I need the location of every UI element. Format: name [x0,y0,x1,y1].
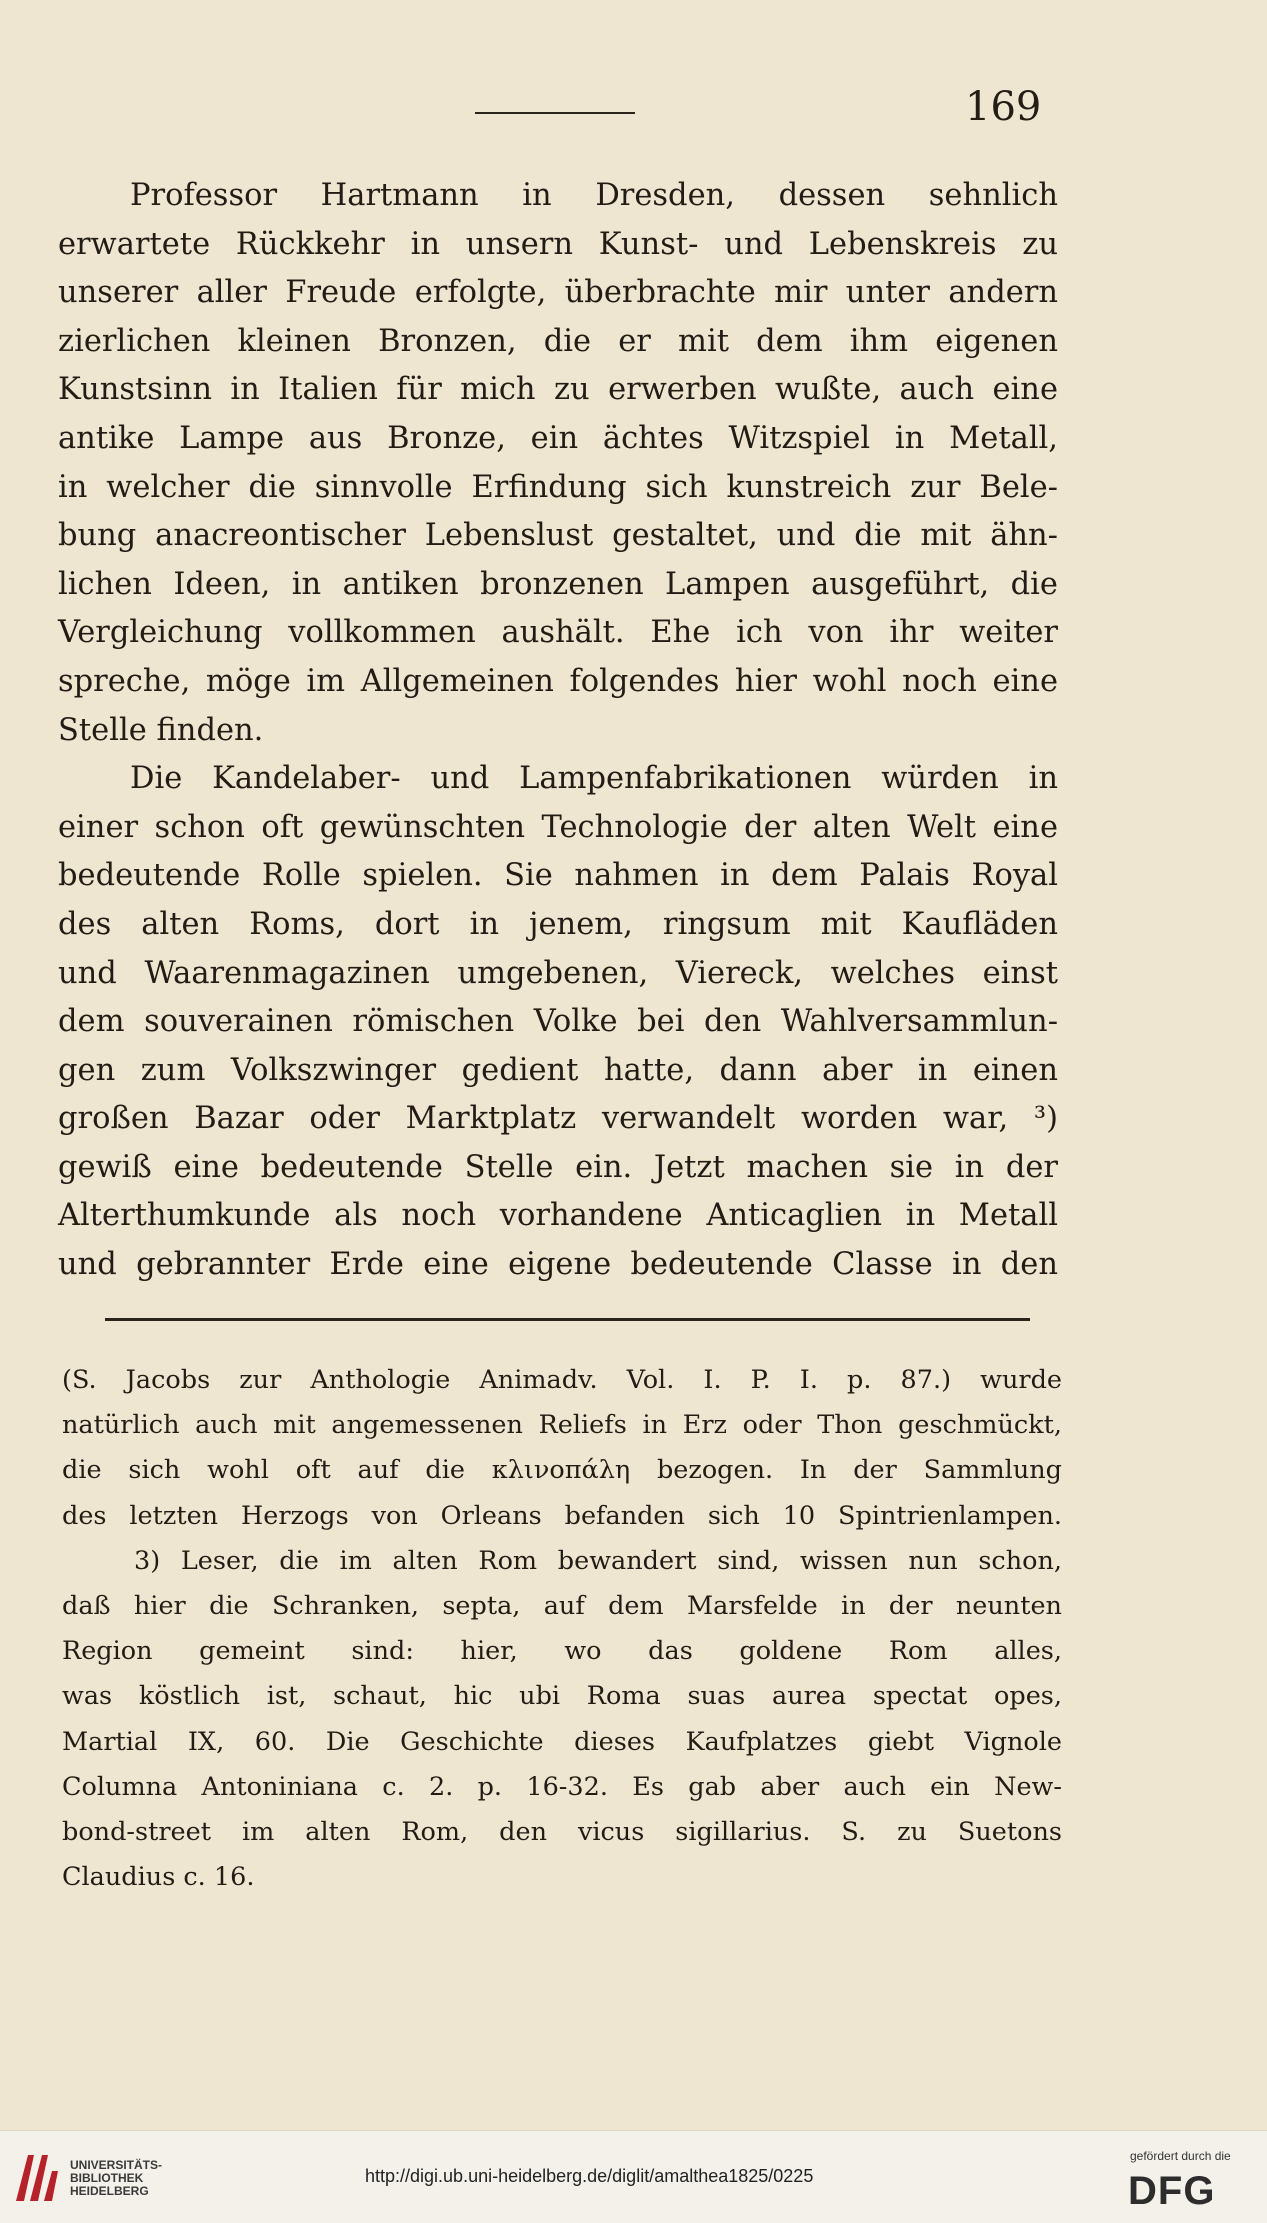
footnote-rule [105,1318,1030,1321]
text-line: unserer aller Freude erfolgte, überbrachte mir unter andern [58,275,1058,311]
footnotes [62,1358,1062,1900]
header-rule [475,112,635,114]
footnote-line: die sich wohl oft auf die κλινοπάλη bezogen. In der Sammlung [62,1455,1062,1486]
footnote-line: bond-street im alten Rom, den vicus sigillarius. S. zu Suetons [62,1816,1062,1847]
text-line: Professor Hartmann in Dresden, dessen sehnlich [130,178,1058,213]
text-line: bedeutende Rolle spielen. Sie nahmen in dem Palais Royal [58,858,1058,894]
footnote-line: Columna Antoniniana c. 2. p. 16-32. Es gab aber auch ein New- [62,1771,1062,1802]
text-line: in welcher die sinnvolle Erfindung sich kunstreich zur Bele- [58,469,1058,505]
text-line: antike Lampe aus Bronze, ein ächtes Witzspiel in Metall, [58,420,1058,456]
text-line: bung anacreontischer Lebenslust gestaltet, und die mit ähn- [58,518,1058,554]
text-line: Kunstsinn in Italien für mich zu erwerben wußte, auch eine [58,372,1058,408]
library-name-line: BIBLIOTHEK [70,2171,144,2185]
permalink-url[interactable]: http://digi.ub.uni-heidelberg.de/diglit/amalthea1825/0225 [365,2166,814,2186]
library-name-line: UNIVERSITÄTS- [70,2158,163,2172]
footnote-line: daß hier die Schranken, septa, auf dem Marsfelde in der neunten [62,1590,1062,1621]
text-line: einer schon oft gewünschten Technologie der alten Welt eine [58,809,1058,845]
footnote-line: was köstlich ist, schaut, hic ubi Roma suas aurea spectat opes, [62,1681,1062,1712]
library-name-line: HEIDELBERG [70,2184,149,2198]
text-line: und gebrannter Erde eine eigene bedeutende Classe in den [58,1247,1058,1283]
footnote-line: des letzten Herzogs von Orleans befanden sich 10 Spintrienlampen. [62,1500,1062,1531]
footnote-line: Martial IX, 60. Die Geschichte dieses Kaufplatzes giebt Vignole [62,1726,1062,1757]
text-line: lichen Ideen, in antiken bronzenen Lampen ausgeführt, die [58,566,1058,602]
footnote-line: Region gemeint sind: hier, wo das goldene Rom alles, [62,1636,1062,1667]
text-line: Die Kandelaber- und Lampenfabrikationen würden in [130,761,1058,797]
dfg-logo: DFG [1128,2169,1216,2213]
text-line: gen zum Volkszwinger gedient hatte, dann aber in einen [58,1052,1058,1088]
viewer-footer [0,2130,1267,2223]
footnote-line: natürlich auch mit angemessenen Reliefs in Erz oder Thon geschmückt, [62,1410,1062,1441]
text-line: großen Bazar oder Marktplatz verwandelt worden war, ³) [58,1101,1058,1137]
text-line: spreche, möge im Allgemeinen folgendes hier wohl noch eine [58,663,1058,699]
text-line: dem souverainen römischen Volke bei den Wahlversammlun- [58,1004,1058,1040]
university-library-logo-icon [12,2149,60,2205]
body-text [58,172,1058,1290]
library-name [70,2159,162,2198]
text-line: gewiß eine bedeutende Stelle ein. Jetzt machen sie in der [58,1149,1058,1185]
text-line: erwartete Rückkehr in unsern Kunst- und Lebenskreis zu [58,226,1058,262]
page-number: 169 [965,84,1042,130]
footnote-line: Claudius c. 16. [62,1862,255,1893]
funding-note: gefördert durch die [1130,2149,1231,2163]
footnote-line: 3) Leser, die im alten Rom bewandert sind, wissen nun schon, [134,1545,1062,1576]
text-line: Stelle finden. [58,712,264,748]
text-line: Vergleichung vollkommen aushält. Ehe ich von ihr weiter [58,615,1058,651]
text-line: des alten Roms, dort in jenem, ringsum mit Kaufläden [58,906,1058,942]
footnote-line: (S. Jacobs zur Anthologie Animadv. Vol. I. P. I. p. 87.) wurde [62,1365,1062,1395]
text-line: Alterthumkunde als noch vorhandene Anticaglien in Metall [58,1198,1058,1234]
text-line: und Waarenmagazinen umgebenen, Viereck, welches einst [58,955,1058,991]
text-line: zierlichen kleinen Bronzen, die er mit dem ihm eigenen [58,323,1058,359]
